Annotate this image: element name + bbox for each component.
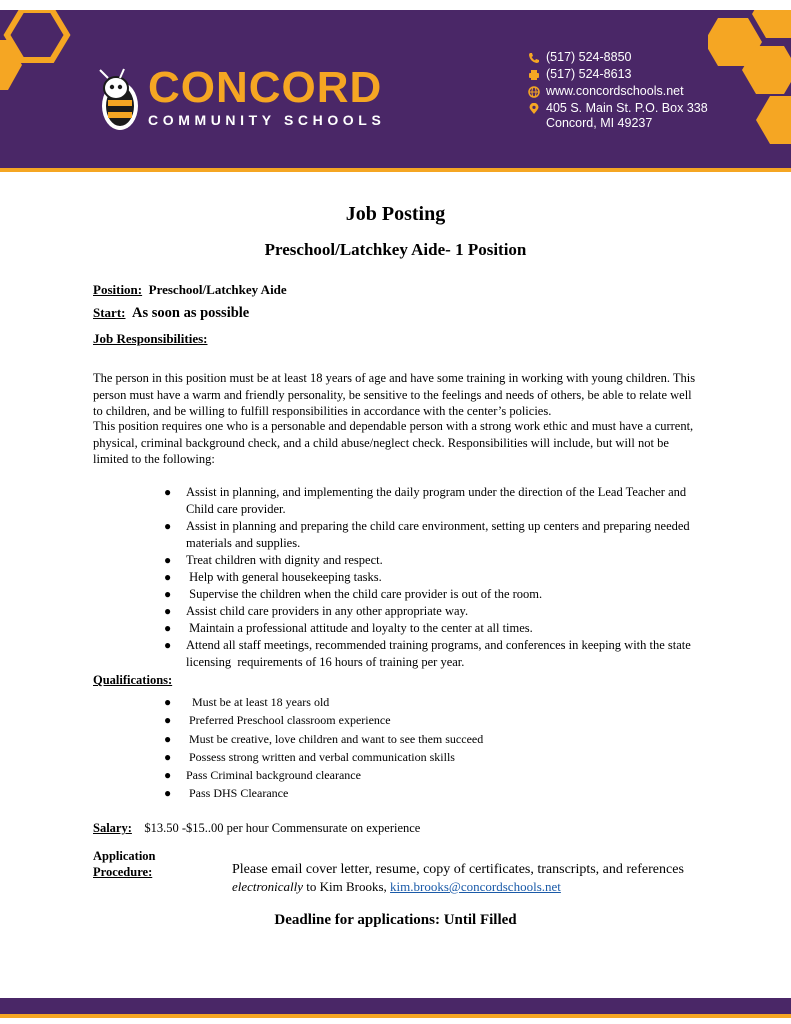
qualification-item <box>164 766 666 784</box>
honeycomb-decoration-right <box>708 10 791 168</box>
qualifications-label: Qualifications: <box>93 673 173 687</box>
header-accent-stripe <box>0 168 791 172</box>
bullet-icon: ● <box>164 604 172 618</box>
electronically-text: electronically <box>232 879 303 894</box>
bullet-icon: ● <box>164 749 172 764</box>
position-value: Preschool/Latchkey Aide <box>148 282 287 297</box>
address-line-1: 405 S. Main St. P.O. Box 338 <box>546 101 708 115</box>
bullet-icon: ● <box>164 638 172 652</box>
website-link[interactable]: www.concordschools.net <box>546 84 684 98</box>
responsibility-text: Supervise the children when the child care provider is out of the room. <box>186 587 543 601</box>
responsibility-text: Treat children with dignity and respect. <box>186 553 383 567</box>
responsibility-text: Assist child care providers in any other appropriate way. <box>186 604 469 618</box>
application-procedure-label: Procedure: <box>93 865 153 879</box>
qualification-item <box>164 784 666 802</box>
bullet-icon: ● <box>164 587 172 601</box>
bullet-icon: ● <box>164 695 172 709</box>
application-instructions-line-2 <box>232 879 702 896</box>
bullet-icon: ● <box>164 731 172 746</box>
brand-wordmark <box>148 63 386 128</box>
page-subtitle: Preschool/Latchkey Aide- 1 Position <box>264 240 527 259</box>
bullet-icon: ● <box>164 485 172 499</box>
fax-icon <box>528 69 540 81</box>
qualification-item <box>164 748 666 766</box>
bullet-icon: ● <box>164 553 172 567</box>
brand-subtitle: COMMUNITY SCHOOLS <box>148 112 386 128</box>
position-line <box>93 282 698 299</box>
salary-value: $13.50 -$15..00 per hour Commensurate on experience <box>144 821 421 835</box>
responsibility-item <box>164 603 696 620</box>
salary-label: Salary: <box>93 821 132 835</box>
fax-number: (517) 524-8613 <box>546 67 632 81</box>
qualification-item <box>164 693 666 711</box>
position-label: Position: <box>93 282 143 297</box>
footer-accent-stripe <box>0 1014 791 1018</box>
qualifications-heading <box>93 672 698 689</box>
bullet-icon: ● <box>164 570 172 584</box>
responsibility-item <box>164 637 696 671</box>
phone-number: (517) 524-8850 <box>546 50 632 64</box>
qualification-item <box>164 711 666 729</box>
bullet-icon: ● <box>164 519 172 533</box>
contact-name-text: to Kim Brooks, <box>303 879 391 894</box>
address-line-2: Concord, MI 49237 <box>546 116 653 130</box>
bullet-icon: ● <box>164 621 172 635</box>
contact-info <box>528 50 708 135</box>
application-label-line-1: Application <box>93 849 156 863</box>
letterhead-banner <box>0 10 791 168</box>
start-line <box>93 305 698 322</box>
qualification-text: Pass DHS Clearance <box>186 786 289 801</box>
responsibility-text: Maintain a professional attitude and loyalty to the center at all times. <box>186 621 533 635</box>
hornet-mascot-logo <box>84 66 156 138</box>
qualification-text: Preferred Preschool classroom experience <box>186 713 391 728</box>
bullet-icon: ● <box>164 713 172 728</box>
responsibilities-label: Job Responsibilities: <box>93 331 208 346</box>
responsibility-item <box>164 620 696 637</box>
qualification-text: Pass Criminal background clearance <box>186 768 361 783</box>
responsibility-item <box>164 518 696 552</box>
qualifications-list <box>164 693 666 803</box>
start-label: Start: <box>93 305 126 320</box>
intro-paragraph-2: This position requires one who is a personable and dependable person with a strong work ethic and must have a current, physical, criminal background check, and a child abuse/neglect check. Responsibilities will include, but will not be limited to the following: <box>93 419 694 466</box>
bullet-icon: ● <box>164 786 172 801</box>
responsibility-text: Assist in planning and preparing the child care environment, setting up centers and preparing needed materials and supplies. <box>186 519 693 550</box>
application-label-line-2 <box>93 864 213 881</box>
responsibility-text: Assist in planning, and implementing the daily program under the direction of the Lead Teacher and Child care provider. <box>186 485 690 516</box>
phone-icon <box>528 52 540 64</box>
qualification-text: Possess strong written and verbal communication skills <box>186 749 455 764</box>
responsibility-text: Help with general housekeeping tasks. <box>186 570 382 584</box>
qualification-text: Must be at least 18 years old <box>186 695 330 709</box>
deadline-line: Deadline for applications: Until Filled <box>274 912 517 928</box>
globe-icon <box>528 86 540 98</box>
qualification-item <box>164 730 666 748</box>
contact-email-link[interactable]: kim.brooks@concordschools.net <box>390 879 561 894</box>
qualification-text: Must be creative, love children and want to see them succeed <box>186 731 484 746</box>
bullet-icon: ● <box>164 768 172 783</box>
location-pin-icon <box>528 103 540 115</box>
responsibility-text: Attend all staff meetings, recommended training programs, and conferences in keeping with the state licensing requirements of 16 hours of training per year. <box>186 638 694 669</box>
responsibility-item <box>164 569 696 586</box>
responsibilities-list <box>164 484 696 671</box>
salary-line <box>93 820 698 837</box>
responsibility-item <box>164 552 696 569</box>
responsibilities-heading <box>93 331 698 348</box>
application-instructions-line-1: Please email cover letter, resume, copy of certificates, transcripts, and references <box>232 862 684 877</box>
honeycomb-decoration-left <box>0 10 90 110</box>
responsibility-item <box>164 484 696 518</box>
page-title: Job Posting <box>345 203 446 225</box>
footer-banner <box>0 998 791 1014</box>
brand-name: CONCORD <box>148 63 383 112</box>
responsibility-item <box>164 586 696 603</box>
intro-paragraph-1: The person in this position must be at least 18 years of age and have some training in working with young children. This person must have a warm and friendly personality, be sensitive to the feelings and needs of others, be able to relate well to children, and be willing to fulfill responsibilities in accordance with the center’s policies. <box>93 371 696 418</box>
start-value: As soon as possible <box>132 305 250 321</box>
